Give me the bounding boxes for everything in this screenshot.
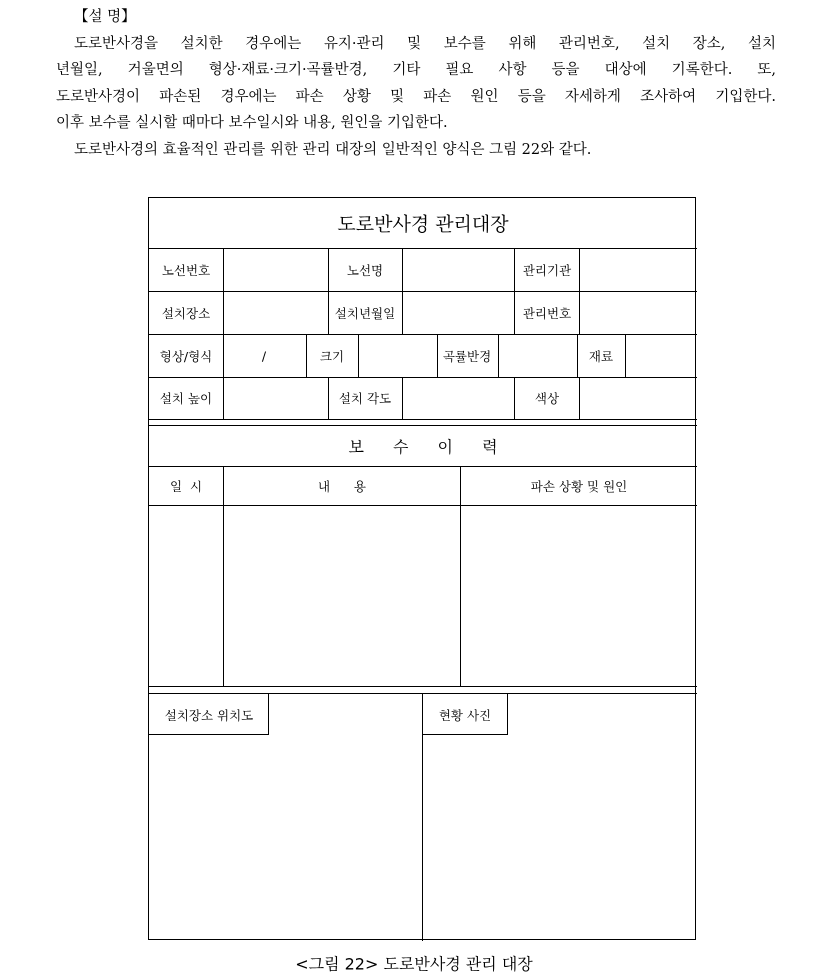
label-angle: 설치 각도 — [338, 391, 392, 406]
description-line-5: 도로반사경의 효율적인 관리를 위한 관리 대장의 일반적인 양식은 그림 22와 같다. — [74, 141, 592, 158]
shape-slash: / — [261, 348, 267, 364]
row-divider — [149, 248, 697, 249]
col-divider — [437, 334, 438, 377]
repair-history-title: 보 수 이 력 — [348, 437, 510, 457]
label-material: 재료 — [588, 349, 614, 364]
row-divider — [149, 466, 697, 467]
label-color: 색상 — [534, 391, 560, 406]
section-divider — [149, 693, 697, 694]
row-divider — [149, 377, 697, 378]
label-agency: 관리기관 — [522, 263, 572, 278]
section-divider — [149, 686, 697, 687]
col-divider — [223, 377, 224, 419]
row-divider — [149, 505, 697, 506]
section-divider — [149, 419, 697, 420]
col-divider — [514, 248, 515, 334]
header-date: 일 시 — [169, 479, 203, 494]
col-divider — [577, 334, 578, 377]
label-size: 크기 — [319, 349, 345, 364]
header-content: 내 용 — [318, 479, 366, 494]
col-divider — [223, 334, 224, 377]
description-line-2: 년월일, 거울면의 형상·재료·크기·곡률반경, 기타 필요 사항 등을 대상에 기록한다. 또, — [56, 62, 776, 79]
label-box-edge — [507, 693, 508, 734]
description — [56, 4, 776, 164]
label-route-name: 노선명 — [346, 263, 384, 278]
label-location: 설치장소 — [161, 306, 211, 321]
col-divider — [514, 377, 515, 419]
figure-caption: <그림 22> 도로반사경 관리 대장 — [295, 954, 533, 974]
description-line-3: 도로반사경이 파손된 경우에는 파손 상황 및 파손 원인 등을 자세하게 조사하여 기입한다. — [56, 88, 776, 105]
label-box-edge — [268, 693, 269, 734]
col-divider — [328, 377, 329, 419]
col-divider — [328, 248, 329, 334]
col-divider — [625, 334, 626, 377]
section-divider — [149, 425, 697, 426]
header-damage: 파손 상황 및 원인 — [530, 479, 628, 494]
col-divider — [498, 334, 499, 377]
description-line-1: 도로반사경을 설치한 경우에는 유지·관리 및 보수를 위해 관리번호, 설치 장소, 설치 — [74, 35, 776, 52]
label-height: 설치 높이 — [159, 391, 213, 406]
col-divider — [358, 334, 359, 377]
col-divider — [579, 248, 580, 334]
label-box-edge — [149, 734, 269, 735]
col-divider — [579, 377, 580, 419]
label-mgmt-no: 관리번호 — [522, 306, 572, 321]
label-shape: 형상/형식 — [159, 349, 213, 364]
ledger-form — [148, 197, 696, 940]
col-divider — [306, 334, 307, 377]
form-title: 도로반사경 관리대장 — [337, 213, 509, 236]
description-heading: 【설 명】 — [74, 9, 136, 25]
label-location-map: 설치장소 위치도 — [164, 708, 254, 723]
label-curvature: 곡률반경 — [442, 349, 492, 364]
col-divider — [223, 248, 224, 334]
description-line-4: 이후 보수를 실시할 때마다 보수일시와 내용, 원인을 기입한다. — [56, 115, 448, 132]
col-divider — [460, 466, 461, 686]
col-divider — [422, 693, 423, 941]
col-divider — [402, 248, 403, 334]
col-divider — [402, 377, 403, 419]
col-divider — [223, 466, 224, 686]
label-photo: 현황 사진 — [438, 708, 492, 723]
label-route-no: 노선번호 — [161, 263, 211, 278]
label-box-edge — [422, 734, 508, 735]
label-install-date: 설치년월일 — [334, 306, 396, 321]
row-divider — [149, 334, 697, 335]
row-divider — [149, 291, 697, 292]
